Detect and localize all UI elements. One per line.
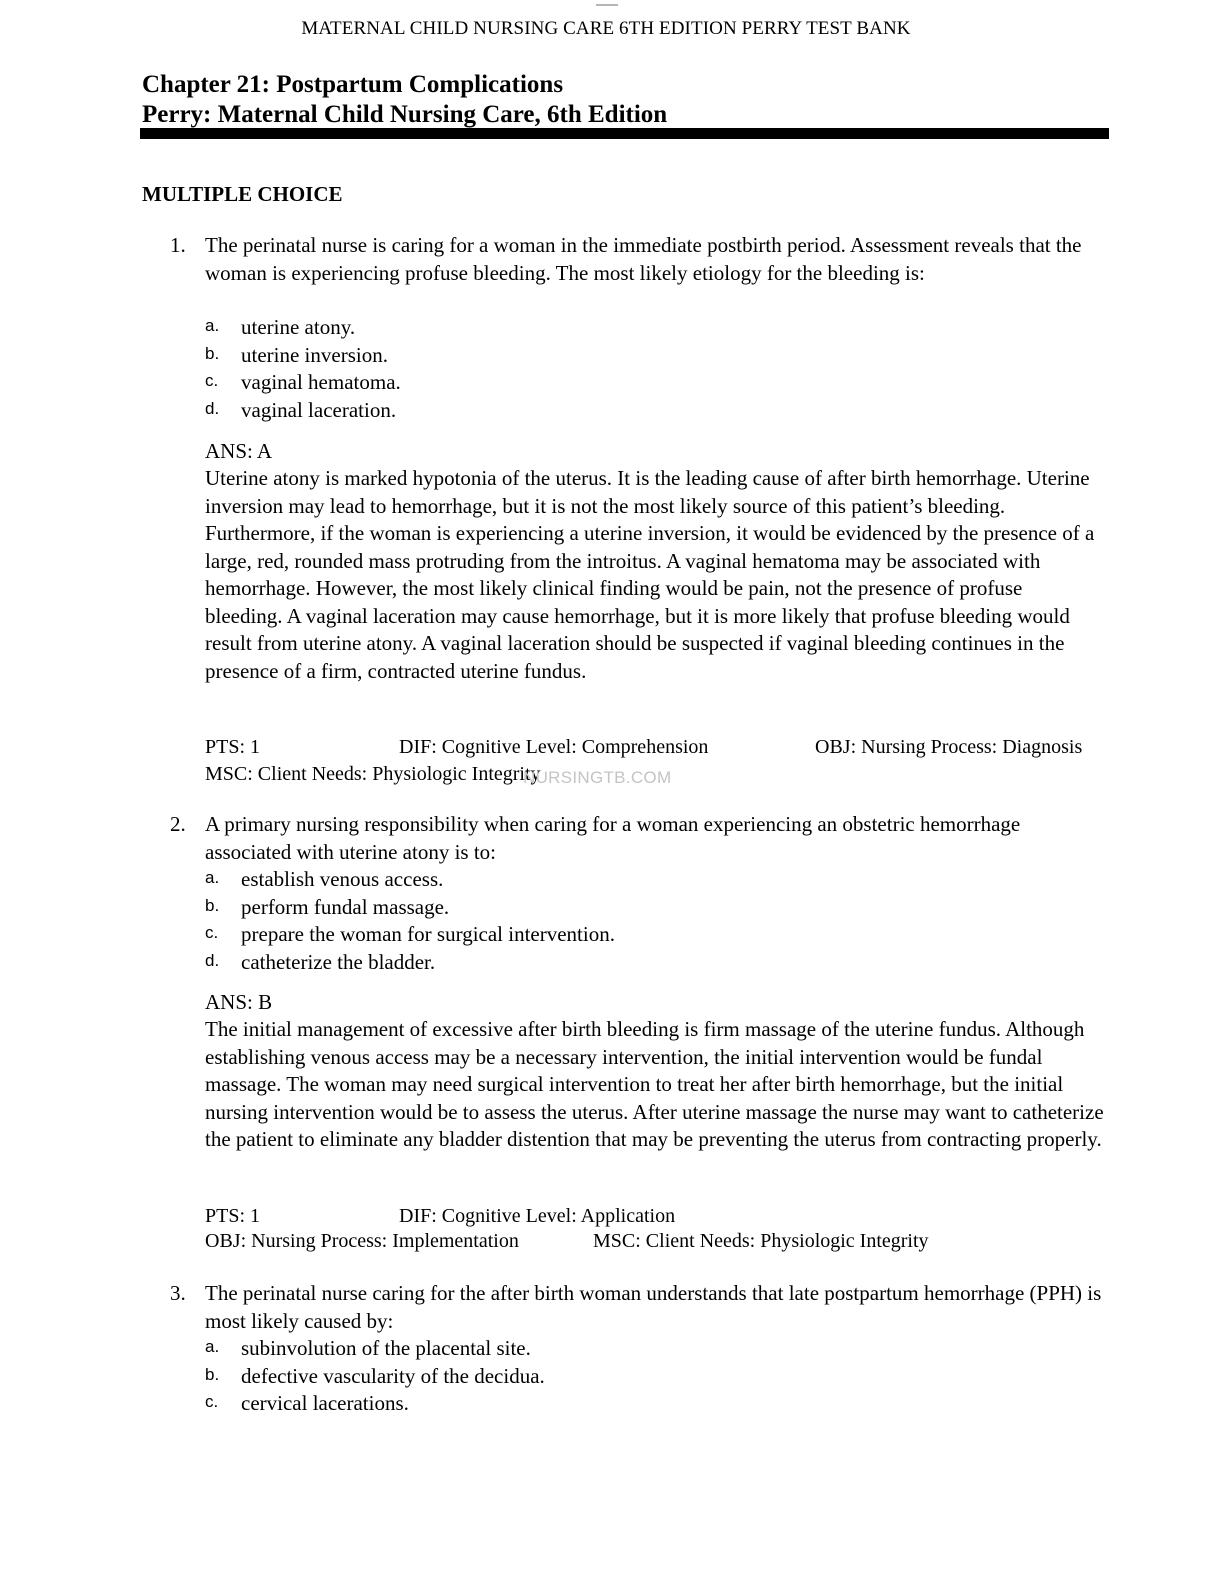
choice-c <box>205 1390 1085 1418</box>
chapter-title <box>142 70 1122 130</box>
choice-text: catheterize the bladder. <box>241 949 436 974</box>
meta-dif: DIF: Cognitive Level: Comprehension <box>399 736 709 758</box>
page-top-mark <box>596 4 618 6</box>
choice-letter: d. <box>205 950 220 970</box>
section-heading: MULTIPLE CHOICE <box>142 182 343 206</box>
choice-b <box>205 1363 1085 1391</box>
meta-msc: MSC: Client Needs: Physiologic Integrity <box>593 1230 929 1252</box>
choice-text: vaginal laceration. <box>241 397 397 422</box>
choice-letter: b. <box>205 343 220 363</box>
question-number: 1. <box>170 233 186 257</box>
answer-key: ANS: B <box>205 990 273 1014</box>
answer-key: ANS: A <box>205 439 273 463</box>
question-stem: The perinatal nurse is caring for a woman in the immediate postbirth period. Assessment reveals that the woman is experiencing profuse bleeding. The most likely etiology for the bleeding is: <box>205 233 1082 285</box>
choice-text: uterine atony. <box>241 315 356 339</box>
meta-msc: MSC: Client Needs: Physiologic Integrity <box>205 763 541 785</box>
choice-text: establish venous access. <box>241 867 444 891</box>
question-stem: The perinatal nurse caring for the after birth woman understands that late postpartum hemorrhage (PPH) is most likely caused by: <box>205 1281 1102 1333</box>
choice-c <box>205 921 1085 949</box>
choice-text: subinvolution of the placental site. <box>241 1336 531 1360</box>
question-number: 2. <box>170 812 186 836</box>
choice-text: uterine inversion. <box>241 342 388 367</box>
choice-letter: c. <box>205 1392 219 1411</box>
choice-letter: a. <box>205 316 220 335</box>
choice-b <box>205 342 1085 370</box>
choice-a <box>205 866 1085 894</box>
choice-letter: a. <box>205 868 220 887</box>
choice-letter: c. <box>205 371 219 390</box>
choice-b <box>205 894 1085 922</box>
choice-a <box>205 314 1085 342</box>
chapter-divider <box>140 128 1109 139</box>
chapter-line: Chapter 21: Postpartum Complications <box>142 71 564 98</box>
rationale: The initial management of excessive after birth bleeding is firm massage of the uterine fundus. Although establishing venous access may be a necessary intervention, the initial intervention would be fundal massage. The woman may need surgical intervention to treat her after birth hemorrhage, but the initial nursing intervention would be to assess the uterus. After uterine massage the nurse may want to catheterize the patient to eliminate any bladder distention that may be preventing the uterus from contracting properly. <box>205 1017 1104 1151</box>
choice-list <box>205 866 1085 976</box>
rationale: Uterine atony is marked hypotonia of the uterus. It is the leading cause of after birth hemorrhage. Uterine inversion may lead to hemorrhage, but it is not the most likely source of this patient’s bleeding. Furthermore, if the woman is experiencing a uterine inversion, it would be evidenced by the presence of a large, red, rounded mass protruding from the introitus. A vaginal hematoma may be associated with hemorrhage. However, the most likely clinical finding would be pain, not the presence of profuse bleeding. A vaginal laceration may cause hemorrhage, but it is more likely that profuse bleeding would result from uterine atony. A vaginal laceration should be suspected if vaginal bleeding continues in the presence of a firm, contracted uterine fundus. <box>205 466 1095 683</box>
choice-list <box>205 1335 1085 1418</box>
choice-letter: a. <box>205 1337 220 1356</box>
book-line: Perry: Maternal Child Nursing Care, 6th Edition <box>142 101 668 128</box>
choice-text: prepare the woman for surgical intervention. <box>241 922 615 946</box>
meta-obj: OBJ: Nursing Process: Implementation <box>205 1230 519 1252</box>
choice-a <box>205 1335 1085 1363</box>
choice-text: perform fundal massage. <box>241 894 450 919</box>
choice-d <box>205 949 1085 977</box>
choice-text: cervical lacerations. <box>241 1391 409 1415</box>
question-number: 3. <box>170 1281 186 1305</box>
meta-pts: PTS: 1 <box>205 1205 261 1227</box>
running-header: MATERNAL CHILD NURSING CARE 6TH EDITION PERRY TEST BANK <box>301 18 911 39</box>
meta-obj: OBJ: Nursing Process: Diagnosis <box>815 736 1083 758</box>
question-stem: A primary nursing responsibility when caring for a woman experiencing an obstetric hemorrhage associated with uterine atony is to: <box>205 812 1021 864</box>
choice-letter: c. <box>205 923 219 942</box>
meta-pts: PTS: 1 <box>205 736 261 758</box>
meta-dif: DIF: Cognitive Level: Application <box>399 1205 676 1227</box>
choice-letter: d. <box>205 398 220 418</box>
choice-list <box>205 314 1085 424</box>
choice-d <box>205 397 1085 425</box>
choice-letter: b. <box>205 1364 220 1384</box>
watermark: NURSINGTB.COM <box>523 768 672 787</box>
choice-text: vaginal hematoma. <box>241 370 401 394</box>
choice-letter: b. <box>205 895 220 915</box>
choice-c <box>205 369 1085 397</box>
choice-text: defective vascularity of the decidua. <box>241 1363 545 1388</box>
